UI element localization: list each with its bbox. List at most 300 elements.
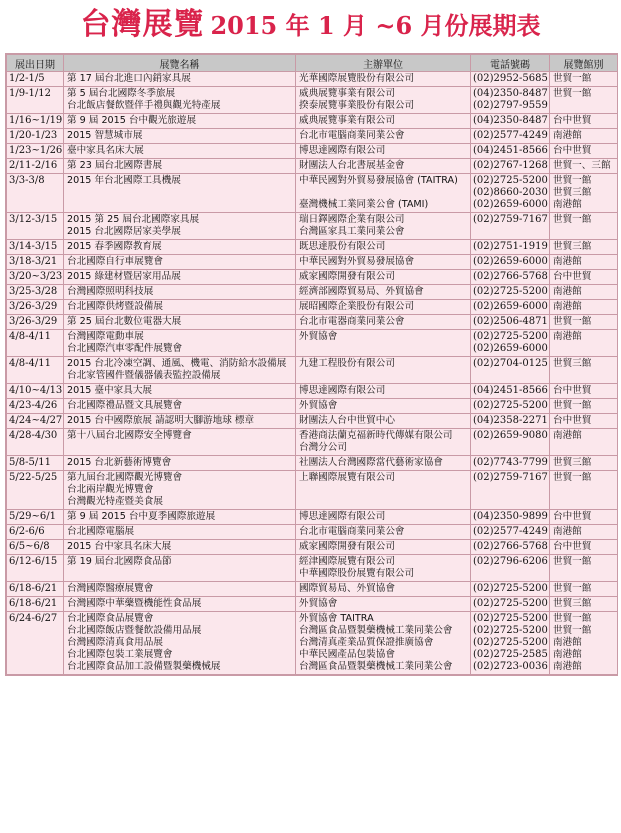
cell-organizer [296, 510, 471, 525]
cell-line: 世貿三館 [553, 241, 592, 252]
cell-date: 4/28-4/30 [7, 429, 64, 456]
cell-organizer [296, 429, 471, 456]
cell-exhibition-name [64, 72, 296, 87]
cell-line: 經濟部國際貿易局、外貿協會 [299, 286, 424, 297]
cell-line: (02)2725-2585 [473, 649, 548, 660]
cell-hall [550, 540, 618, 555]
cell-line: 世貿一館 [553, 472, 592, 483]
cell-line: 博思達國際有限公司 [299, 385, 386, 396]
cell-organizer [296, 285, 471, 300]
cell-line: 南港館 [553, 331, 582, 342]
table-row [7, 429, 618, 456]
cell-line: 中華民國對外貿易發展協會 (TAITRA) [299, 175, 458, 186]
cell-phone [471, 87, 550, 114]
table-row [7, 72, 618, 87]
cell-line: 2015 台北冷凍空調、通風、機電、消防給水設備展 [67, 358, 287, 369]
cell-line: 威典展覽事業有限公司 [299, 115, 395, 126]
cell-hall [550, 129, 618, 144]
cell-line: 臺中家具名床大展 [67, 145, 144, 156]
cell-organizer [296, 159, 471, 174]
cell-line: 台北國際飯店暨餐飲設備用品展 [67, 625, 202, 636]
cell-line: 台灣國際照明科技展 [67, 286, 154, 297]
cell-line: 台北國際供烤暨設備展 [67, 301, 163, 312]
cell-date: 5/29~6/1 [7, 510, 64, 525]
cell-line: 南港館 [553, 286, 582, 297]
cell-line [299, 187, 467, 199]
cell-line: (02)2759-7167 [473, 214, 548, 225]
cell-line: 南港館 [553, 130, 582, 141]
cell-line: 2015 臺中家具大展 [67, 385, 153, 396]
cell-line: 外貿協會 TAITRA [299, 613, 374, 624]
cell-line: 台中世貿 [553, 145, 592, 156]
cell-line: (02)2723-0036 [473, 661, 548, 672]
cell-organizer [296, 240, 471, 255]
cell-organizer [296, 144, 471, 159]
cell-hall [550, 456, 618, 471]
cell-line: 財團法人台北書展基金會 [299, 160, 405, 171]
cell-date: 4/24~4/27 [7, 414, 64, 429]
cell-phone [471, 399, 550, 414]
cell-phone [471, 300, 550, 315]
cell-line: (02)2659-9080 [473, 430, 548, 441]
table-row [7, 330, 618, 357]
table-body [7, 72, 618, 675]
cell-date: 1/16~1/19 [7, 114, 64, 129]
cell-organizer [296, 384, 471, 399]
table-row [7, 582, 618, 597]
cell-line: 世貿一館 [553, 400, 592, 411]
cell-line: 2015 智慧城市展 [67, 130, 143, 141]
cell-line: 台北市電腦商業同業公會 [299, 130, 405, 141]
cell-line: 中華民國對外貿易發展協會 [299, 256, 415, 267]
cell-date: 4/23-4/26 [7, 399, 64, 414]
cell-hall [550, 384, 618, 399]
cell-line: 南港館 [553, 661, 582, 672]
cell-phone [471, 555, 550, 582]
cell-line: 世貿一館 [553, 214, 592, 225]
cell-line: 台北市電腦商業同業公會 [299, 526, 405, 537]
cell-organizer [296, 87, 471, 114]
cell-date: 1/2-1/5 [7, 72, 64, 87]
cell-line: 世貿三館 [553, 358, 592, 369]
cell-hall [550, 471, 618, 510]
cell-line: 台灣分公司 [299, 442, 347, 453]
cell-exhibition-name [64, 213, 296, 240]
cell-line: 威家國際開發有限公司 [299, 271, 395, 282]
page-title [0, 0, 621, 50]
cell-line: (04)2451-8566 [473, 385, 548, 396]
cell-line: 瑞日鐸國際企業有限公司 [299, 214, 405, 225]
cell-phone [471, 174, 550, 213]
column-header-date: 展出日期 [7, 55, 64, 72]
cell-date: 3/25-3/28 [7, 285, 64, 300]
cell-line: (02)2725-5200 [473, 613, 548, 624]
column-header-name: 展覽名稱 [64, 55, 296, 72]
column-header-phone: 電話號碼 [471, 55, 550, 72]
cell-organizer [296, 555, 471, 582]
cell-line: (02)2766-5768 [473, 271, 548, 282]
cell-hall [550, 357, 618, 384]
cell-hall [550, 270, 618, 285]
cell-organizer [296, 399, 471, 414]
cell-date: 4/10~4/13 [7, 384, 64, 399]
cell-line: 南港館 [553, 199, 582, 210]
cell-hall [550, 114, 618, 129]
cell-line: 臺灣機械工業同業公會 (TAMI) [299, 199, 429, 210]
cell-hall [550, 399, 618, 414]
cell-date: 6/5~6/8 [7, 540, 64, 555]
cell-organizer [296, 72, 471, 87]
table-row [7, 300, 618, 315]
cell-date: 6/18-6/21 [7, 582, 64, 597]
cell-organizer [296, 300, 471, 315]
table-row [7, 114, 618, 129]
table-row [7, 285, 618, 300]
schedule-table [6, 54, 618, 675]
cell-phone [471, 255, 550, 270]
cell-phone [471, 456, 550, 471]
cell-hall [550, 612, 618, 675]
cell-line: 台中世貿 [553, 511, 592, 522]
cell-date: 3/14-3/15 [7, 240, 64, 255]
cell-line: 台中世貿 [553, 415, 592, 426]
cell-date: 3/26-3/29 [7, 300, 64, 315]
cell-phone [471, 315, 550, 330]
cell-date: 6/2-6/6 [7, 525, 64, 540]
cell-hall [550, 315, 618, 330]
cell-line: 台北兩岸觀光博覽會 [67, 484, 154, 495]
cell-exhibition-name [64, 597, 296, 612]
cell-phone [471, 129, 550, 144]
cell-line: 世貿一館 [553, 175, 592, 186]
cell-exhibition-name [64, 510, 296, 525]
cell-line: 台北飯店餐飲暨伴手禮與觀光特產展 [67, 100, 221, 111]
table-row [7, 315, 618, 330]
cell-line: 第 9 屆 2015 台中夏季國際旅遊展 [67, 511, 216, 522]
cell-hall [550, 510, 618, 525]
cell-line: (02)2659-6000 [473, 256, 548, 267]
cell-line: 南港館 [553, 526, 582, 537]
cell-line: 揆泰展覽事業股份有限公司 [299, 100, 415, 111]
table-row [7, 597, 618, 612]
cell-hall [550, 525, 618, 540]
cell-line: 南港館 [553, 430, 582, 441]
cell-line: 2015 台中國際旅展 請認明大腳游地球 標章 [67, 415, 255, 426]
cell-line: 台北國際食品加工設備暨製藥機械展 [67, 661, 221, 672]
table-row [7, 240, 618, 255]
table-row [7, 525, 618, 540]
cell-date: 6/18-6/21 [7, 597, 64, 612]
cell-line: 南港館 [553, 637, 582, 648]
cell-line: 威家國際開發有限公司 [299, 541, 395, 552]
cell-line: (02)2797-9559 [473, 100, 548, 111]
cell-organizer [296, 255, 471, 270]
cell-phone [471, 72, 550, 87]
cell-date: 6/12-6/15 [7, 555, 64, 582]
cell-date: 2/11-2/16 [7, 159, 64, 174]
cell-hall [550, 72, 618, 87]
cell-line: (02)7743-7799 [473, 457, 548, 468]
cell-phone [471, 597, 550, 612]
cell-exhibition-name [64, 87, 296, 114]
cell-line: 台北國際禮品暨文具展覽會 [67, 400, 183, 411]
cell-organizer [296, 330, 471, 357]
cell-line: (02)2725-5200 [473, 331, 548, 342]
table-row [7, 555, 618, 582]
cell-line: 博思達國際有限公司 [299, 511, 386, 522]
cell-line: (02)2725-5200 [473, 583, 548, 594]
cell-line: 台灣國際醫療展覽會 [67, 583, 154, 594]
cell-line: 南港館 [553, 256, 582, 267]
cell-line: 世貿一館 [553, 625, 592, 636]
cell-hall [550, 555, 618, 582]
cell-date: 1/9-1/12 [7, 87, 64, 114]
cell-phone [471, 540, 550, 555]
cell-line: 2015 台北新藝術博覽會 [67, 457, 172, 468]
cell-line: 社團法人台灣國際當代藝術家協會 [299, 457, 443, 468]
cell-organizer [296, 270, 471, 285]
cell-date: 5/8-5/11 [7, 456, 64, 471]
cell-date: 4/8-4/11 [7, 330, 64, 357]
column-header-hall: 展覽館別 [550, 55, 618, 72]
cell-hall [550, 255, 618, 270]
cell-organizer [296, 456, 471, 471]
cell-date: 4/8-4/11 [7, 357, 64, 384]
cell-line: (02)2796-6206 [473, 556, 548, 567]
cell-line: 博思達國際有限公司 [299, 145, 386, 156]
cell-date: 3/3-3/8 [7, 174, 64, 213]
schedule-table-wrapper [5, 53, 618, 676]
cell-line: 第十八屆台北國際安全博覽會 [67, 430, 192, 441]
cell-line: 光華國際展覽股份有限公司 [299, 73, 415, 84]
cell-line: 台中世貿 [553, 115, 592, 126]
table-row [7, 144, 618, 159]
cell-line: 外貿協會 [299, 598, 338, 609]
cell-date: 3/18-3/21 [7, 255, 64, 270]
cell-line: 台灣國際中華藥暨機能性食品展 [67, 598, 202, 609]
table-row [7, 357, 618, 384]
cell-phone [471, 612, 550, 675]
cell-line: 世貿三館 [553, 457, 592, 468]
cell-organizer [296, 414, 471, 429]
cell-line: 台北國際電腦展 [67, 526, 135, 537]
cell-phone [471, 384, 550, 399]
cell-hall [550, 285, 618, 300]
cell-line: 第 23 屆台北國際書展 [67, 160, 163, 171]
cell-exhibition-name [64, 582, 296, 597]
cell-line: (02)2725-5200 [473, 598, 548, 609]
cell-phone [471, 525, 550, 540]
cell-line: 世貿三館 [553, 187, 592, 198]
cell-exhibition-name [64, 144, 296, 159]
cell-exhibition-name [64, 255, 296, 270]
cell-line: (04)2350-8487 [473, 88, 548, 99]
cell-line: 台北家管國件暨儀器儀表監控設備展 [67, 370, 221, 381]
cell-line: (02)2766-5768 [473, 541, 548, 552]
cell-hall [550, 300, 618, 315]
cell-phone [471, 582, 550, 597]
cell-line: (02)2952-5685 [473, 73, 548, 84]
cell-line: 台北國際包裝工業展覽會 [67, 649, 173, 660]
cell-line: (02)2725-5200 [473, 625, 548, 636]
cell-organizer [296, 525, 471, 540]
cell-line: 2015 年台北國際工具機展 [67, 175, 181, 186]
cell-line: 南港館 [553, 649, 582, 660]
cell-hall [550, 597, 618, 612]
table-row [7, 213, 618, 240]
table-row [7, 87, 618, 114]
cell-organizer [296, 174, 471, 213]
cell-exhibition-name [64, 429, 296, 456]
cell-line: 第 5 屆台北國際冬季旅展 [67, 88, 176, 99]
cell-exhibition-name [64, 330, 296, 357]
cell-date: 3/12-3/15 [7, 213, 64, 240]
cell-line: 台灣清真產業品質保證推廣協會 [299, 637, 434, 648]
table-row [7, 540, 618, 555]
cell-line: 香港商法蘭克福新時代傳媒有限公司 [299, 430, 453, 441]
cell-line: (02)2767-1268 [473, 160, 548, 171]
cell-line: (02)2506-4871 [473, 316, 548, 327]
cell-exhibition-name [64, 414, 296, 429]
cell-line: 世貿一館 [553, 556, 592, 567]
cell-line: 台灣區食品暨製藥機械工業同業公會 [299, 661, 453, 672]
cell-exhibition-name [64, 612, 296, 675]
cell-line: 台灣觀光特產暨美食展 [67, 496, 163, 507]
cell-line: 台灣國際電動車展 [67, 331, 144, 342]
cell-line: (04)2350-9899 [473, 511, 548, 522]
cell-phone [471, 159, 550, 174]
cell-line: 2015 台中家具名床大展 [67, 541, 172, 552]
cell-exhibition-name [64, 399, 296, 414]
cell-hall [550, 144, 618, 159]
cell-line: (02)2704-0125 [473, 358, 548, 369]
cell-line: 世貿三館 [553, 598, 592, 609]
cell-line: 台北國際汽車零配件展覽會 [67, 343, 183, 354]
cell-line: 第九屆台北國際觀光博覽會 [67, 472, 183, 483]
cell-date: 6/24-6/27 [7, 612, 64, 675]
cell-organizer [296, 129, 471, 144]
cell-phone [471, 144, 550, 159]
cell-line: (02)2725-5200 [473, 286, 548, 297]
cell-phone [471, 213, 550, 240]
cell-date: 3/20~3/23 [7, 270, 64, 285]
cell-exhibition-name [64, 174, 296, 213]
cell-exhibition-name [64, 285, 296, 300]
cell-line: 台灣國際清真食用品展 [67, 637, 163, 648]
cell-line: (02)2725-5200 [473, 175, 548, 186]
cell-line: 2015 第 25 屆台北國際家具展 [67, 214, 200, 225]
cell-line: 台北國際食品展覽會 [67, 613, 154, 624]
cell-phone [471, 429, 550, 456]
cell-exhibition-name [64, 456, 296, 471]
cell-exhibition-name [64, 270, 296, 285]
table-row [7, 270, 618, 285]
cell-hall [550, 330, 618, 357]
table-row [7, 510, 618, 525]
cell-line: (02)8660-2030 [473, 187, 548, 198]
cell-date: 3/26-3/29 [7, 315, 64, 330]
cell-line: 台灣區家具工業同業公會 [299, 226, 405, 237]
cell-phone [471, 240, 550, 255]
cell-phone [471, 471, 550, 510]
cell-line: 財團法人台中世貿中心 [299, 415, 395, 426]
cell-hall [550, 87, 618, 114]
title-main: 台灣展覽 [80, 7, 205, 42]
cell-line: 第 25 屆台北數位電器大展 [67, 316, 182, 327]
cell-hall [550, 240, 618, 255]
cell-phone [471, 330, 550, 357]
cell-line: 九建工程股份有限公司 [299, 358, 395, 369]
cell-phone [471, 510, 550, 525]
cell-line: (02)2577-4249 [473, 526, 548, 537]
cell-line: (02)2659-6000 [473, 343, 548, 354]
cell-line: 中華民國產品包裝協會 [299, 649, 395, 660]
cell-organizer [296, 213, 471, 240]
cell-organizer [296, 471, 471, 510]
cell-hall [550, 582, 618, 597]
cell-line: 世貿一館 [553, 73, 592, 84]
cell-line: (02)2577-4249 [473, 130, 548, 141]
cell-line: 台北國際自行車展覽會 [67, 256, 163, 267]
cell-hall [550, 429, 618, 456]
cell-line: 上聯國際展覽有限公司 [299, 472, 395, 483]
cell-exhibition-name [64, 555, 296, 582]
cell-line: 2015 春季國際教育展 [67, 241, 162, 252]
cell-organizer [296, 357, 471, 384]
cell-phone [471, 357, 550, 384]
table-row [7, 456, 618, 471]
cell-line: 台中世貿 [553, 385, 592, 396]
cell-organizer [296, 612, 471, 675]
cell-exhibition-name [64, 315, 296, 330]
cell-line: (02)2725-5200 [473, 637, 548, 648]
cell-organizer [296, 114, 471, 129]
table-row [7, 471, 618, 510]
cell-exhibition-name [64, 300, 296, 315]
cell-line: 第 9 屆 2015 台中觀光旅遊展 [67, 115, 197, 126]
cell-line: 經津國際展覽有限公司 [299, 556, 395, 567]
cell-line: (02)2725-5200 [473, 400, 548, 411]
cell-hall [550, 159, 618, 174]
cell-line: (04)2451-8566 [473, 145, 548, 156]
cell-line: 外貿協會 [299, 400, 338, 411]
cell-phone [471, 414, 550, 429]
cell-line: 南港館 [553, 301, 582, 312]
cell-exhibition-name [64, 471, 296, 510]
cell-date: 1/23~1/26 [7, 144, 64, 159]
cell-line: (04)2358-2271 [473, 415, 548, 426]
cell-exhibition-name [64, 540, 296, 555]
cell-line: 國際貿易局、外貿協會 [299, 583, 395, 594]
cell-line: (02)2759-7167 [473, 472, 548, 483]
cell-line: 台中世貿 [553, 541, 592, 552]
cell-phone [471, 285, 550, 300]
cell-line: 台北市電器商業同業公會 [299, 316, 405, 327]
table-row [7, 255, 618, 270]
table-row [7, 414, 618, 429]
cell-line: 世貿一館 [553, 316, 592, 327]
cell-phone [471, 114, 550, 129]
cell-organizer [296, 315, 471, 330]
cell-line: (04)2350-8487 [473, 115, 548, 126]
cell-line: 威典展覽事業有限公司 [299, 88, 395, 99]
cell-exhibition-name [64, 240, 296, 255]
table-row [7, 399, 618, 414]
cell-line: 第 17 屆台北進口內銷家具展 [67, 73, 191, 84]
table-row [7, 612, 618, 675]
cell-phone [471, 270, 550, 285]
column-header-organizer: 主辦單位 [296, 55, 471, 72]
